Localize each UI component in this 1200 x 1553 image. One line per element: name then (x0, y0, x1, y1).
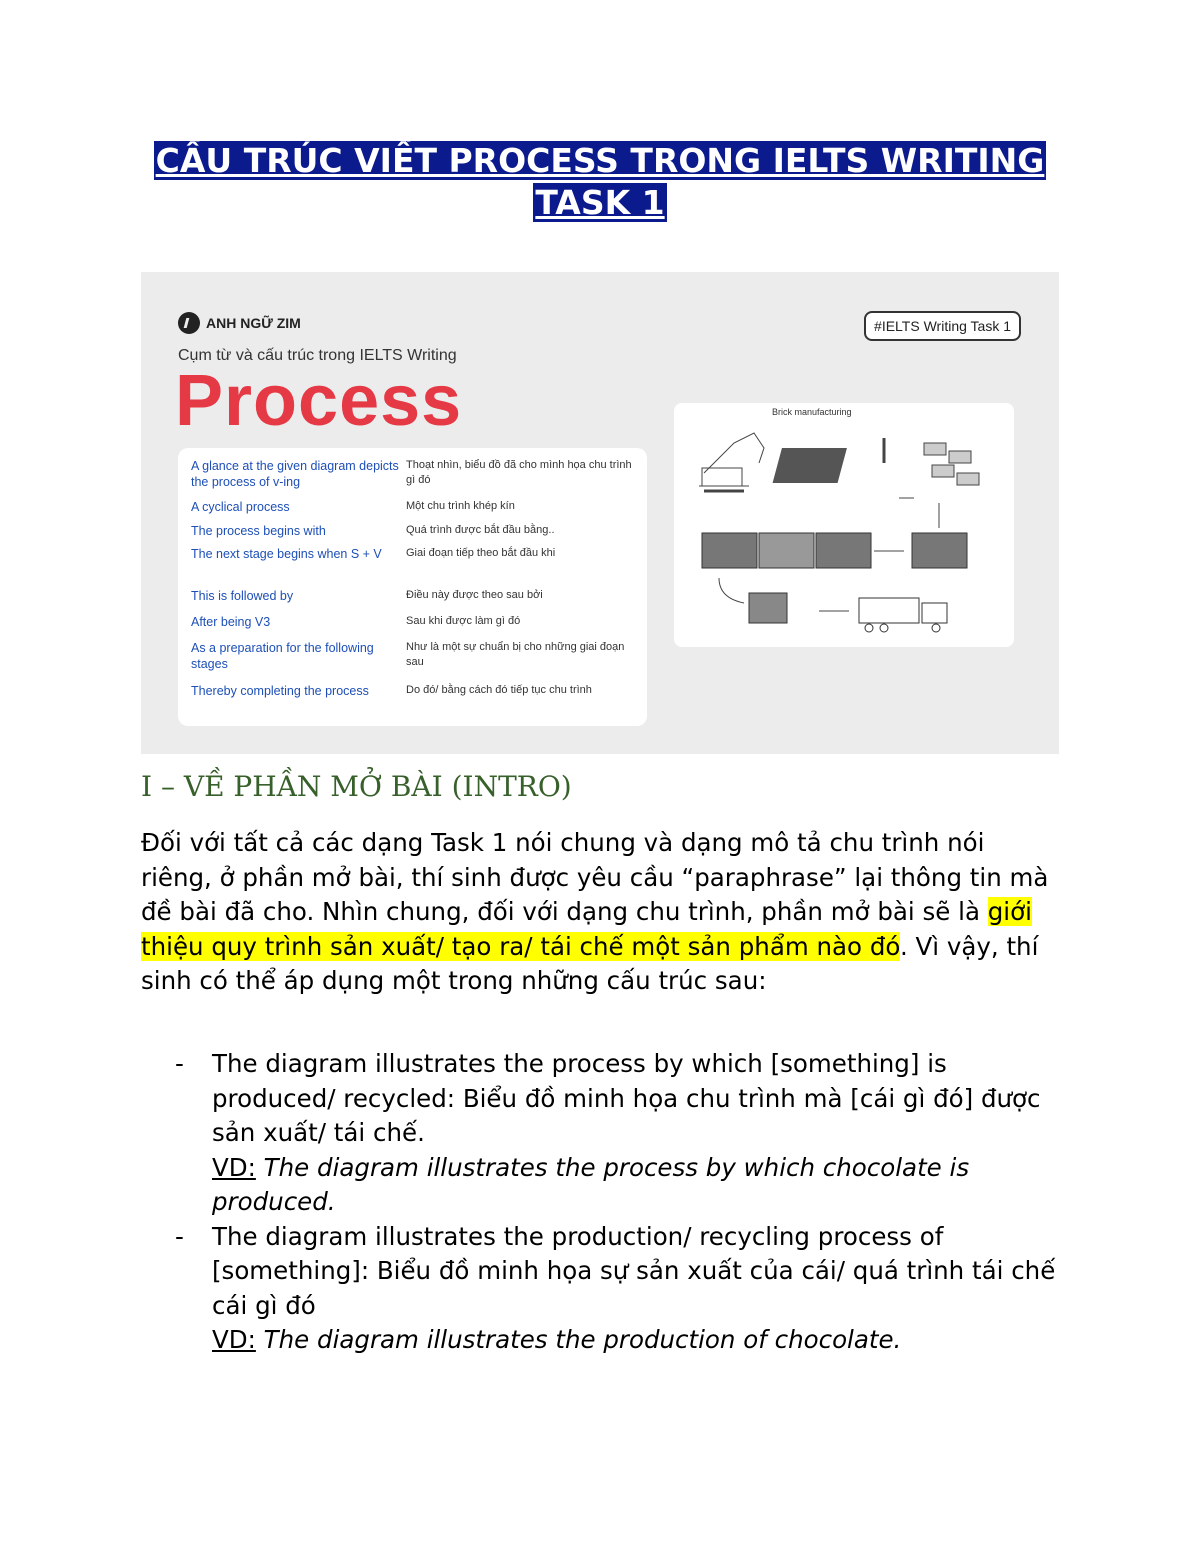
phrase-vi: Giai đoạn tiếp theo bắt đầu khi (406, 547, 556, 559)
phrase-vi: Thoạt nhìn, biểu đồ đã cho mình họa chu trình gì đó (406, 459, 632, 486)
phrase-vi: Quá trình được bắt đầu bằng.. (406, 524, 555, 536)
bricks-stack-icon (749, 593, 787, 623)
phrase-vi: Như là một sự chuẩn bị cho những giai đoạn sau (406, 641, 625, 668)
bullet-text: The diagram illustrates the production/ recycling process of [something]: Biểu đồ minh họa sự sản xuất của cái/ quá trình tái chế cái gì đó (212, 1221, 1056, 1320)
list-item (141, 1047, 1061, 1220)
phrase-en: The next stage begins when S + V (191, 547, 382, 561)
kiln-icon (702, 533, 967, 568)
phrase-row (191, 458, 636, 490)
zim-logo-icon (178, 312, 200, 334)
para-text: Đối với tất cả các dạng Task 1 nói chung và dạng mô tả chu trình nói riêng, ở phần mở bài, thí sinh được yêu cầu “paraphrase” lại thông tin mà đề bài đã cho. Nhìn chung, đối với dạng chu trình, phần mở bài sẽ là (141, 828, 1049, 926)
bullet-dash: - (175, 1049, 184, 1078)
phrase-en: A cyclical process (191, 500, 290, 514)
hashtag-badge: #IELTS Writing Task 1 (864, 311, 1021, 341)
phrase-row (191, 499, 636, 515)
phrase-row (191, 588, 636, 604)
title-line-1: CẤU TRÚC VIẾT PROCESS TRONG IELTS WRITING (155, 141, 1045, 180)
clay-pile-icon (773, 448, 847, 483)
truck-icon (859, 598, 947, 632)
section-heading: I – VỀ PHẦN MỞ BÀI (INTRO) (141, 770, 572, 803)
brick-diagram-illustration (674, 403, 1014, 647)
structure-list (141, 1047, 1061, 1358)
phrase-row (191, 683, 636, 699)
phrase-en: The process begins with (191, 524, 326, 538)
phrase-vi: Điều này được theo sau bởi (406, 589, 543, 601)
example-text: The diagram illustrates the process by which chocolate is produced. (212, 1152, 970, 1216)
arrow-curve-icon (719, 578, 744, 603)
phrase-en: After being V3 (191, 615, 271, 629)
moulds-icon (924, 443, 979, 485)
list-item (141, 1220, 1061, 1358)
para-highlight: giới thiệu quy trình sản xuất/ tạo ra/ tái chế một sản phẩm nào đó (141, 897, 1032, 961)
bullet-text: The diagram illustrates the process by which [something] is produced/ recycled: Biểu đồ minh họa chu trình mà [cái gì đó] được sản xuất/ tái chế. (212, 1049, 1041, 1147)
digger-icon (699, 433, 764, 491)
title-line-2: TASK 1 (535, 183, 665, 222)
example-label: VD: (212, 1152, 256, 1182)
example-text: The diagram illustrates the production of chocolate. (255, 1325, 902, 1354)
brand (178, 312, 301, 334)
document-title (140, 140, 1060, 224)
phrase-en: A glance at the given diagram depicts the process of v-ing (191, 459, 399, 489)
phrase-row (191, 640, 636, 672)
brick-diagram (674, 403, 1014, 647)
phrase-row (191, 546, 636, 562)
phrase-vi: Do đó/ bằng cách đó tiếp tục chu trình (406, 684, 592, 696)
brand-name: ANH NGỮ ZIM (206, 315, 301, 331)
banner-image (141, 272, 1059, 754)
phrase-en: Thereby completing the process (191, 684, 369, 698)
phrase-row (191, 614, 636, 630)
banner-big-title: Process (175, 361, 463, 441)
phrase-en: This is followed by (191, 589, 294, 603)
bullet-dash: - (175, 1221, 184, 1251)
para-text-end: . Vì vậy, thí sinh có thể áp dụng một trong những cấu trúc sau: (141, 931, 1039, 995)
phrase-row (191, 523, 636, 539)
phrase-en: As a preparation for the following stages (191, 641, 374, 671)
banner-subtitle: Cụm từ và cấu trúc trong IELTS Writing (178, 347, 457, 364)
diagram-title: Brick manufacturing (772, 407, 852, 417)
phrase-vi: Sau khi được làm gì đó (406, 615, 521, 627)
example-label: VD: (212, 1325, 256, 1354)
intro-paragraph (141, 826, 1061, 999)
phrase-card (178, 448, 647, 726)
phrase-vi: Một chu trình khép kín (406, 500, 515, 512)
